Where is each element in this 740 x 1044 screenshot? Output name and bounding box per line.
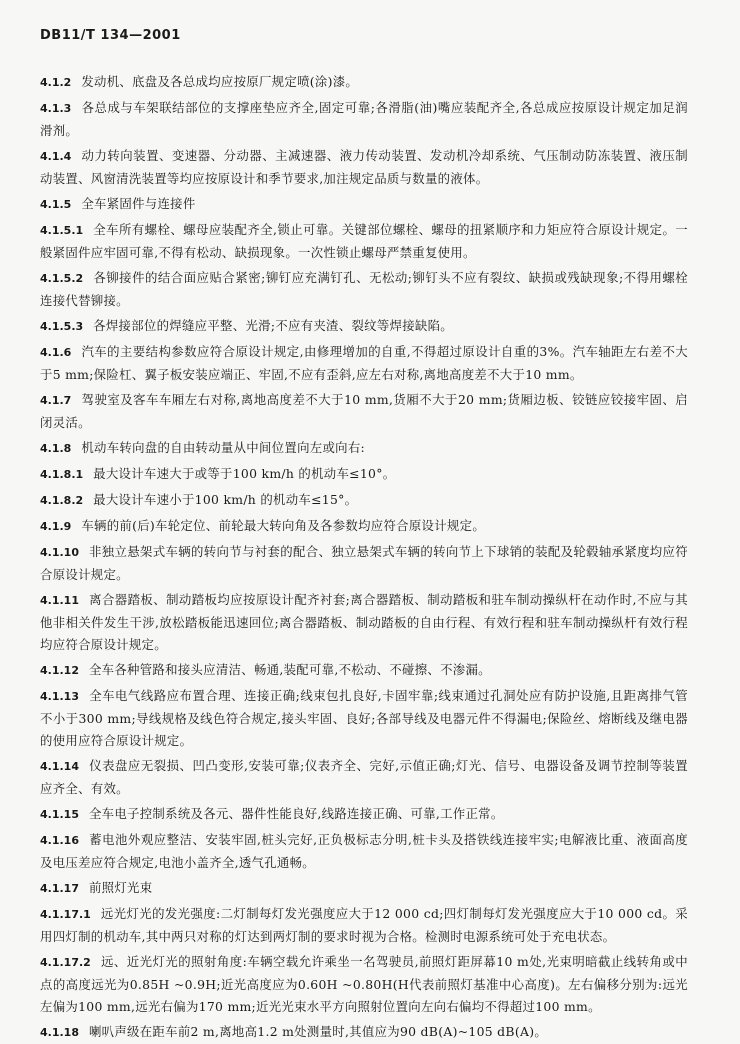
clause-number: 4.1.5.2 bbox=[40, 272, 84, 285]
clause-number: 4.1.3 bbox=[40, 102, 72, 115]
clause-number: 4.1.8.1 bbox=[40, 468, 84, 481]
clause-number: 4.1.8 bbox=[40, 442, 72, 455]
clause-paragraph bbox=[40, 193, 688, 216]
clause-number: 4.1.7 bbox=[40, 394, 72, 407]
clause-paragraph bbox=[40, 341, 688, 386]
clause-paragraph bbox=[40, 903, 688, 948]
clause-paragraph bbox=[40, 659, 688, 682]
clause-number: 4.1.16 bbox=[40, 834, 79, 847]
clause-paragraph bbox=[40, 803, 688, 826]
clause-text: 全车电气线路应布置合理、连接正确;线束包扎良好,卡固牢靠;线束通过孔洞处应有防护设施,且距离排气管不小于300 mm;导线规格及线色符合规定,接头牢固、良好;各部导线及电器元件不得漏电;保险丝、熔断线及继电器的使用应符合原设计规定。 bbox=[40, 688, 688, 748]
clause-text: 前照灯光束 bbox=[88, 880, 153, 895]
clause-paragraph bbox=[40, 541, 688, 586]
clause-number: 4.1.17.1 bbox=[40, 908, 91, 921]
clause-paragraph bbox=[40, 1021, 688, 1044]
document-body bbox=[40, 71, 688, 1044]
clause-number: 4.1.5 bbox=[40, 198, 72, 211]
clause-paragraph bbox=[40, 877, 688, 900]
clause-text: 各总成与车架联结部位的支撑座垫应齐全,固定可靠;各滑脂(油)嘴应装配齐全,各总成应按原设计规定加足润滑剂。 bbox=[40, 100, 688, 138]
clause-number: 4.1.5.3 bbox=[40, 320, 84, 333]
clause-text: 驾驶室及客车车厢左右对称,离地高度差不大于10 mm,货厢不大于20 mm;货厢边板、铰链应铰接牢固、启闭灵活。 bbox=[40, 392, 688, 430]
clause-paragraph bbox=[40, 589, 688, 656]
clause-text: 仪表盘应无裂损、凹凸变形,安装可靠;仪表齐全、完好,示值正确;灯光、信号、电器设备及调节控制等装置应齐全、有效。 bbox=[40, 758, 688, 796]
clause-paragraph bbox=[40, 97, 688, 142]
clause-number: 4.1.8.2 bbox=[40, 494, 84, 507]
clause-paragraph bbox=[40, 219, 688, 264]
clause-paragraph bbox=[40, 685, 688, 752]
clause-paragraph bbox=[40, 489, 688, 512]
clause-number: 4.1.6 bbox=[40, 346, 72, 359]
clause-text: 全车电子控制系统及各元、器件性能良好,线路连接正确、可靠,工作正常。 bbox=[88, 806, 504, 821]
clause-paragraph bbox=[40, 437, 688, 460]
clause-text: 汽车的主要结构参数应符合原设计规定,由修理增加的自重,不得超过原设计自重的3%。汽车轴距左右差不大于5 mm;保险杠、翼子板安装应端正、牢固,不应有歪斜,应左右对称,离地高度差不大于10 mm。 bbox=[40, 344, 688, 382]
clause-paragraph bbox=[40, 755, 688, 800]
clause-number: 4.1.18 bbox=[40, 1026, 79, 1039]
clause-number: 4.1.15 bbox=[40, 808, 79, 821]
clause-text: 全车紧固件与连接件 bbox=[81, 196, 196, 211]
clause-paragraph bbox=[40, 267, 688, 312]
clause-number: 4.1.9 bbox=[40, 520, 72, 533]
clause-text: 各焊接部位的焊缝应平整、光滑;不应有夹渣、裂纹等焊接缺陷。 bbox=[93, 318, 453, 333]
clause-text: 动力转向装置、变速器、分动器、主减速器、液力传动装置、发动机冷却系统、气压制动防冻装置、液压制动装置、风窗清洗装置等均应按原设计和季节要求,加注规定品质与数量的液体。 bbox=[40, 148, 688, 186]
clause-text: 车辆的前(后)车轮定位、前轮最大转向角及各参数均应符合原设计规定。 bbox=[81, 518, 486, 533]
clause-number: 4.1.12 bbox=[40, 664, 79, 677]
clause-number: 4.1.14 bbox=[40, 760, 79, 773]
clause-text: 发动机、底盘及各总成均应按原厂规定喷(涂)漆。 bbox=[81, 74, 359, 89]
clause-paragraph bbox=[40, 951, 688, 1018]
clause-number: 4.1.4 bbox=[40, 150, 72, 163]
clause-number: 4.1.11 bbox=[40, 594, 79, 607]
clause-text: 喇叭声级在距车前2 m,离地高1.2 m处测量时,其值应为90 dB(A)~105 dB(A)。 bbox=[88, 1024, 548, 1039]
clause-number: 4.1.10 bbox=[40, 546, 79, 559]
clause-paragraph bbox=[40, 145, 688, 190]
clause-number: 4.1.13 bbox=[40, 690, 79, 703]
clause-paragraph bbox=[40, 829, 688, 874]
clause-number: 4.1.5.1 bbox=[40, 224, 84, 237]
clause-text: 蓄电池外观应整洁、安装牢固,桩头完好,正负极标志分明,桩卡头及搭铁线连接牢实;电解液比重、液面高度及电压差应符合规定,电池小盖齐全,透气孔通畅。 bbox=[40, 832, 688, 870]
clause-paragraph bbox=[40, 315, 688, 338]
clause-text: 离合器踏板、制动踏板均应按原设计配齐衬套;离合器踏板、制动踏板和驻车制动操纵杆在动作时,不应与其他非相关件发生干涉,放松踏板能迅速回位;离合器踏板、制动踏板的自由行程、有效行程和驻车制动操纵杆有效行程均应符合原设计规定。 bbox=[40, 592, 688, 652]
clause-text: 非独立悬架式车辆的转向节与衬套的配合、独立悬架式车辆的转向节上下球销的装配及轮毂轴承紧度均应符合原设计规定。 bbox=[40, 544, 688, 582]
clause-paragraph bbox=[40, 515, 688, 538]
clause-text: 远光灯光的发光强度:二灯制每灯发光强度应大于12 000 cd;四灯制每灯发光强度应大于10 000 cd。采用四灯制的机动车,其中两只对称的灯达到两灯制的要求时视为合格。检测时电源系统可处于充电状态。 bbox=[40, 906, 688, 944]
clause-text: 各铆接件的结合面应贴合紧密;铆钉应充满钉孔、无松动;铆钉头不应有裂纹、缺损或残缺现象;不得用螺栓连接代替铆接。 bbox=[40, 270, 688, 308]
clause-paragraph bbox=[40, 463, 688, 486]
clause-text: 机动车转向盘的自由转动量从中间位置向左或向右: bbox=[81, 440, 365, 455]
clause-text: 最大设计车速大于或等于100 km/h 的机动车≤10°。 bbox=[93, 466, 396, 481]
clause-text: 远、近光灯光的照射角度:车辆空载允许乘坐一名驾驶员,前照灯距屏幕10 m处,光束明暗截止线转角或中点的高度远光为0.85H ~0.9H;近光高度应为0.60H ~0.80H(H代表前照灯基准中心高度)。左右偏移分别为:远光左偏为100 mm,远光右偏为170 mm;近光光束水平方向照射位置向左向右偏均不得超过100 mm。 bbox=[40, 954, 688, 1014]
clause-paragraph bbox=[40, 71, 688, 94]
clause-number: 4.1.17 bbox=[40, 882, 79, 895]
clause-text: 最大设计车速小于100 km/h 的机动车≤15°。 bbox=[93, 492, 358, 507]
document-id-header: DB11/T 134—2001 bbox=[40, 28, 181, 43]
clause-text: 全车所有螺栓、螺母应装配齐全,锁止可靠。关键部位螺栓、螺母的扭紧顺序和力矩应符合原设计规定。一般紧固件应牢固可靠,不得有松动、缺损现象。一次性锁止螺母严禁重复使用。 bbox=[40, 222, 688, 260]
clause-text: 全车各种管路和接头应清洁、畅通,装配可靠,不松动、不碰擦、不渗漏。 bbox=[88, 662, 491, 677]
clause-number: 4.1.17.2 bbox=[40, 956, 91, 969]
clause-paragraph bbox=[40, 389, 688, 434]
clause-number: 4.1.2 bbox=[40, 76, 72, 89]
